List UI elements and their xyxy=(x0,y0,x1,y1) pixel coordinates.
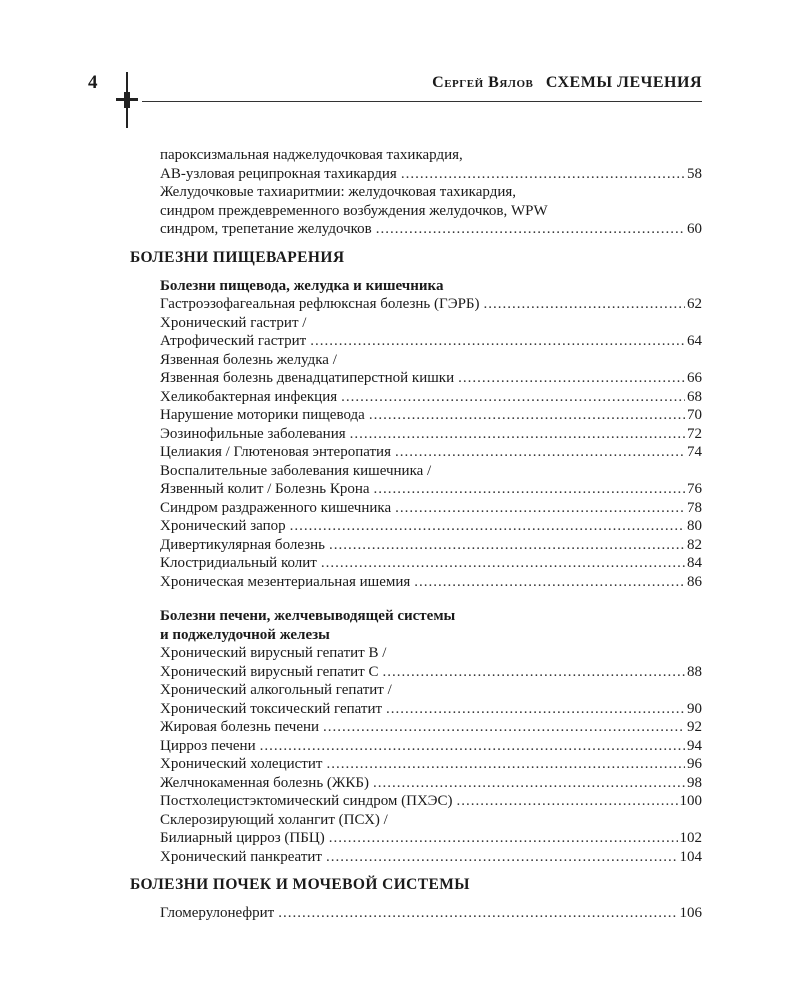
toc-line: пароксизмальная наджелудочковая тахикардия, xyxy=(160,147,463,163)
toc-entry: Хронический холецистит ..... 96 xyxy=(130,755,702,774)
table-of-contents xyxy=(130,146,702,923)
toc-line: Воспалительные заболевания кишечника / xyxy=(160,462,432,479)
crop-mark-center xyxy=(124,92,130,108)
running-head xyxy=(432,74,702,92)
toc-entry: Жировая болезнь печени ..... 92 xyxy=(130,718,702,737)
page-number: 4 xyxy=(88,72,98,93)
toc-entry: Постхолецистэктомический синдром (ПХЭС) ..... 100 xyxy=(130,792,702,811)
toc-entry: Хронический вирусный гепатит C ..... 88 xyxy=(130,663,702,682)
toc-entry: Хеликобактерная инфекция ..... 68 xyxy=(130,388,702,407)
toc-line: Хронический алкогольный гепатит / xyxy=(160,682,392,698)
toc-entry: Синдром раздраженного кишечника ..... 78 xyxy=(130,499,702,518)
toc-entry: синдром, трепетание желудочков ..... 60 xyxy=(130,220,702,239)
toc-entry: Желчнокаменная болезнь (ЖКБ) ..... 98 xyxy=(130,774,702,793)
toc-line: синдром преждевременного возбуждения желудочков, WPW xyxy=(160,202,548,219)
toc-line: Склерозирующий холангит (ПСХ) / xyxy=(160,811,388,828)
subsection-title: Болезни печени, желчевыводящей системы xyxy=(160,608,456,624)
toc-line: Желудочковые тахиаритмии: желудочковая тахикардия, xyxy=(160,184,517,200)
toc-entry: Нарушение моторики пищевода ..... 70 xyxy=(130,406,702,425)
toc-entry: Билиарный цирроз (ПБЦ) ..... 102 xyxy=(130,829,702,848)
toc-line: Хронический вирусный гепатит B / xyxy=(160,645,387,661)
header-rule xyxy=(142,101,702,102)
toc-entry: Хронический запор ..... 80 xyxy=(130,517,702,536)
book-title: СХЕМЫ ЛЕЧЕНИЯ xyxy=(545,74,702,91)
section-title: БОЛЕЗНИ ПОЧЕК И МОЧЕВОЙ СИСТЕМЫ xyxy=(130,876,470,893)
toc-entry: Цирроз печени ..... 94 xyxy=(130,737,702,756)
author-name: Сергей Вялов xyxy=(432,74,534,91)
toc-entry: Дивертикулярная болезнь ..... 82 xyxy=(130,536,702,555)
toc-entry: Язвенный колит / Болезнь Крона ..... 76 xyxy=(130,480,702,499)
toc-entry: Хроническая мезентериальная ишемия ..... 86 xyxy=(130,573,702,592)
subsection-title-continued: и поджелудочной железы xyxy=(160,626,330,643)
toc-line: Хронический гастрит / xyxy=(160,314,307,331)
toc-entry: Гломерулонефрит ..... 106 xyxy=(130,904,702,923)
toc-entry: Язвенная болезнь двенадцатиперстной кишки ..... 66 xyxy=(130,369,702,388)
toc-entry: Эозинофильные заболевания ..... 72 xyxy=(130,425,702,444)
section-title: БОЛЕЗНИ ПИЩЕВАРЕНИЯ xyxy=(130,248,345,266)
toc-entry: Хронический панкреатит ..... 104 xyxy=(130,848,702,867)
toc-line: Язвенная болезнь желудка / xyxy=(160,351,337,368)
subsection-title: Болезни пищевода, желудка и кишечника xyxy=(160,277,444,294)
toc-entry: Гастроэзофагеальная рефлюксная болезнь (ГЭРБ) ..... 62 xyxy=(130,295,702,314)
toc-entry: Хронический токсический гепатит ..... 90 xyxy=(130,700,702,719)
toc-entry: Целиакия / Глютеновая энтеропатия ..... 74 xyxy=(130,443,702,462)
toc-entry: Атрофический гастрит ..... 64 xyxy=(130,332,702,351)
toc-entry: АВ-узловая реципрокная тахикардия ..... 58 xyxy=(130,165,702,184)
toc-entry: Клостридиальный колит ..... 84 xyxy=(130,554,702,573)
